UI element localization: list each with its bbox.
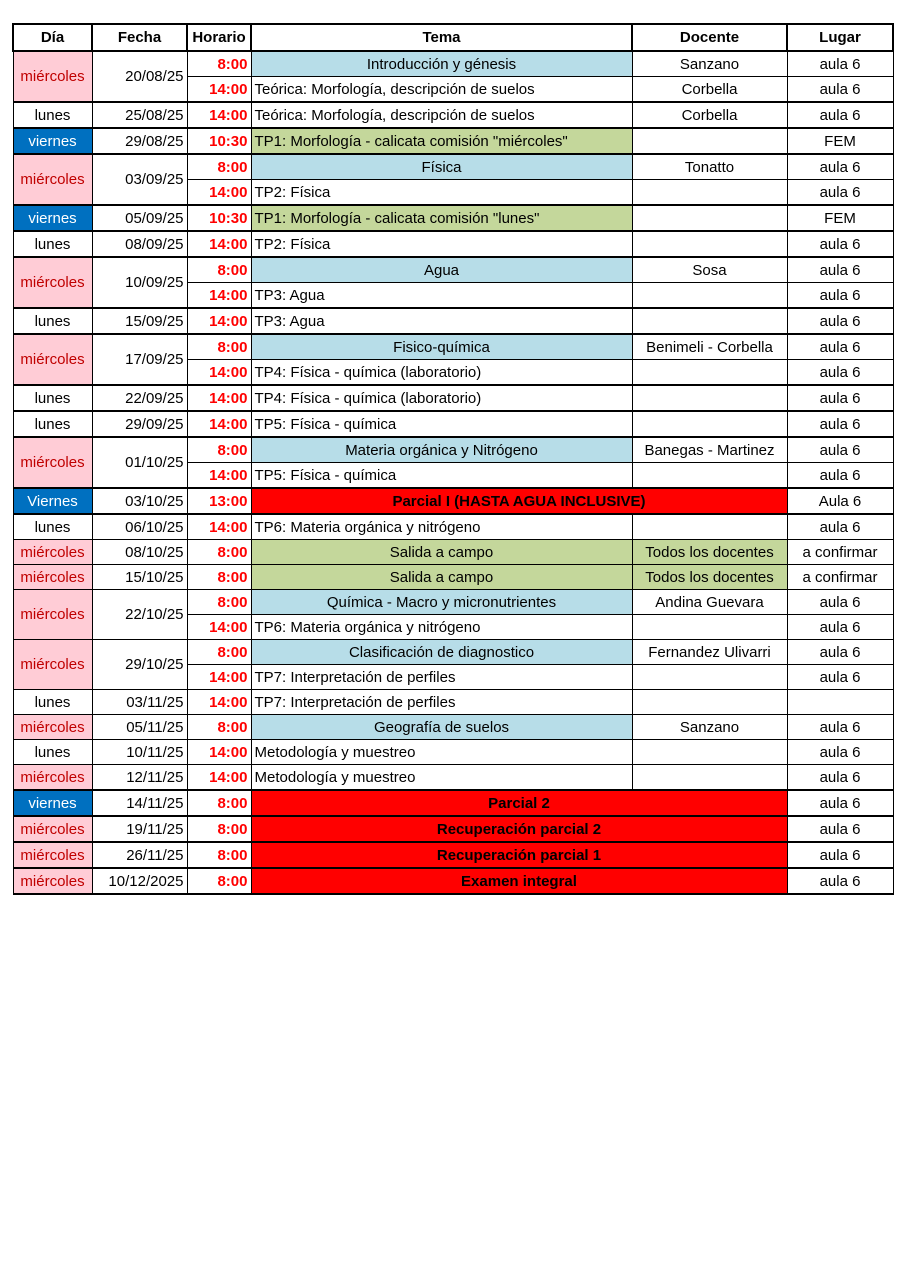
place-cell: aula 6: [787, 437, 893, 463]
topic-cell: Introducción y génesis: [251, 51, 632, 77]
place-cell: FEM: [787, 205, 893, 231]
date-cell: 12/11/25: [92, 765, 187, 791]
day-cell: lunes: [13, 514, 92, 540]
place-cell: aula 6: [787, 385, 893, 411]
time-cell: 10:30: [187, 128, 251, 154]
date-cell: 22/10/25: [92, 590, 187, 640]
table-row: [13, 868, 893, 894]
topic-cell: TP2: Física: [251, 180, 632, 206]
place-cell: aula 6: [787, 715, 893, 740]
place-cell: aula 6: [787, 308, 893, 334]
teacher-cell: [632, 128, 787, 154]
place-cell: aula 6: [787, 334, 893, 360]
topic-cell: Clasificación de diagnostico: [251, 640, 632, 665]
teacher-cell: Fernandez Ulivarri: [632, 640, 787, 665]
place-cell: aula 6: [787, 51, 893, 77]
date-cell: 25/08/25: [92, 102, 187, 128]
time-cell: 14:00: [187, 615, 251, 640]
place-cell: Aula 6: [787, 488, 893, 514]
day-cell: miércoles: [13, 868, 92, 894]
exam-cell: Examen integral: [251, 868, 787, 894]
date-cell: 03/09/25: [92, 154, 187, 205]
time-cell: 8:00: [187, 334, 251, 360]
time-cell: 14:00: [187, 360, 251, 386]
teacher-cell: [632, 514, 787, 540]
topic-cell: TP7: Interpretación de perfiles: [251, 690, 632, 715]
day-cell: miércoles: [13, 565, 92, 590]
topic-cell: TP5: Física - química: [251, 411, 632, 437]
topic-cell: Agua: [251, 257, 632, 283]
time-cell: 8:00: [187, 790, 251, 816]
time-cell: 14:00: [187, 308, 251, 334]
place-cell: aula 6: [787, 463, 893, 489]
teacher-cell: Todos los docentes: [632, 540, 787, 565]
table-row: [13, 102, 893, 128]
table-row: [13, 51, 893, 77]
header-docente: Docente: [632, 24, 787, 51]
date-cell: 14/11/25: [92, 790, 187, 816]
date-cell: 08/09/25: [92, 231, 187, 257]
topic-cell: TP4: Física - química (laboratorio): [251, 385, 632, 411]
time-cell: 14:00: [187, 102, 251, 128]
table-row: [13, 231, 893, 257]
table-row: [13, 740, 893, 765]
day-cell: lunes: [13, 385, 92, 411]
day-cell: viernes: [13, 790, 92, 816]
place-cell: aula 6: [787, 411, 893, 437]
time-cell: 10:30: [187, 205, 251, 231]
time-cell: 13:00: [187, 488, 251, 514]
day-cell: lunes: [13, 740, 92, 765]
topic-cell: Salida a campo: [251, 565, 632, 590]
date-cell: 29/08/25: [92, 128, 187, 154]
place-cell: aula 6: [787, 77, 893, 103]
time-cell: 14:00: [187, 690, 251, 715]
teacher-cell: [632, 690, 787, 715]
time-cell: 14:00: [187, 463, 251, 489]
topic-cell: TP1: Morfología - calicata comisión "lunes": [251, 205, 632, 231]
teacher-cell: [632, 765, 787, 791]
time-cell: 14:00: [187, 740, 251, 765]
day-cell: miércoles: [13, 765, 92, 791]
place-cell: aula 6: [787, 842, 893, 868]
day-cell: miércoles: [13, 437, 92, 488]
time-cell: 8:00: [187, 565, 251, 590]
time-cell: 14:00: [187, 411, 251, 437]
table-row: [13, 154, 893, 180]
place-cell: a confirmar: [787, 540, 893, 565]
time-cell: 14:00: [187, 283, 251, 309]
place-cell: aula 6: [787, 180, 893, 206]
topic-cell: Teórica: Morfología, descripción de suelos: [251, 102, 632, 128]
teacher-cell: [632, 283, 787, 309]
teacher-cell: Andina Guevara: [632, 590, 787, 615]
date-cell: 06/10/25: [92, 514, 187, 540]
place-cell: [787, 690, 893, 715]
teacher-cell: [632, 463, 787, 489]
day-cell: miércoles: [13, 334, 92, 385]
teacher-cell: [632, 180, 787, 206]
teacher-cell: Tonatto: [632, 154, 787, 180]
place-cell: aula 6: [787, 740, 893, 765]
date-cell: 10/09/25: [92, 257, 187, 308]
date-cell: 05/11/25: [92, 715, 187, 740]
date-cell: 22/09/25: [92, 385, 187, 411]
topic-cell: TP6: Materia orgánica y nitrógeno: [251, 615, 632, 640]
date-cell: 19/11/25: [92, 816, 187, 842]
table-row: [13, 411, 893, 437]
time-cell: 14:00: [187, 514, 251, 540]
topic-cell: TP5: Física - química: [251, 463, 632, 489]
teacher-cell: Sanzano: [632, 715, 787, 740]
teacher-cell: [632, 231, 787, 257]
place-cell: aula 6: [787, 790, 893, 816]
day-cell: viernes: [13, 128, 92, 154]
teacher-cell: Corbella: [632, 77, 787, 103]
time-cell: 8:00: [187, 868, 251, 894]
time-cell: 14:00: [187, 385, 251, 411]
day-cell: miércoles: [13, 715, 92, 740]
place-cell: aula 6: [787, 514, 893, 540]
date-cell: 08/10/25: [92, 540, 187, 565]
date-cell: 26/11/25: [92, 842, 187, 868]
time-cell: 14:00: [187, 231, 251, 257]
header-row: [13, 24, 893, 51]
topic-cell: TP3: Agua: [251, 308, 632, 334]
place-cell: aula 6: [787, 154, 893, 180]
date-cell: 15/09/25: [92, 308, 187, 334]
table-row: [13, 715, 893, 740]
day-cell: lunes: [13, 102, 92, 128]
topic-cell: Fisico-química: [251, 334, 632, 360]
header-horario: Horario: [187, 24, 251, 51]
place-cell: FEM: [787, 128, 893, 154]
teacher-cell: Todos los docentes: [632, 565, 787, 590]
header-tema: Tema: [251, 24, 632, 51]
date-cell: 15/10/25: [92, 565, 187, 590]
topic-cell: Teórica: Morfología, descripción de suelos: [251, 77, 632, 103]
day-cell: miércoles: [13, 590, 92, 640]
topic-cell: TP6: Materia orgánica y nitrógeno: [251, 514, 632, 540]
day-cell: miércoles: [13, 257, 92, 308]
place-cell: aula 6: [787, 283, 893, 309]
time-cell: 8:00: [187, 640, 251, 665]
table-row: [13, 842, 893, 868]
table-row: [13, 334, 893, 360]
place-cell: aula 6: [787, 765, 893, 791]
time-cell: 14:00: [187, 765, 251, 791]
teacher-cell: [632, 308, 787, 334]
table-row: [13, 385, 893, 411]
date-cell: 20/08/25: [92, 51, 187, 102]
teacher-cell: [632, 740, 787, 765]
table-row: [13, 488, 893, 514]
day-cell: miércoles: [13, 640, 92, 690]
exam-cell: Parcial I (HASTA AGUA INCLUSIVE): [251, 488, 787, 514]
day-cell: miércoles: [13, 540, 92, 565]
teacher-cell: Sanzano: [632, 51, 787, 77]
place-cell: a confirmar: [787, 565, 893, 590]
date-cell: 29/10/25: [92, 640, 187, 690]
time-cell: 8:00: [187, 715, 251, 740]
place-cell: aula 6: [787, 102, 893, 128]
topic-cell: Geografía de suelos: [251, 715, 632, 740]
date-cell: 17/09/25: [92, 334, 187, 385]
place-cell: aula 6: [787, 816, 893, 842]
teacher-cell: [632, 385, 787, 411]
topic-cell: Materia orgánica y Nitrógeno: [251, 437, 632, 463]
teacher-cell: Banegas - Martinez: [632, 437, 787, 463]
time-cell: 8:00: [187, 437, 251, 463]
place-cell: aula 6: [787, 257, 893, 283]
topic-cell: Salida a campo: [251, 540, 632, 565]
teacher-cell: [632, 665, 787, 690]
time-cell: 8:00: [187, 540, 251, 565]
day-cell: miércoles: [13, 51, 92, 102]
time-cell: 8:00: [187, 590, 251, 615]
date-cell: 01/10/25: [92, 437, 187, 488]
table-row: [13, 765, 893, 791]
place-cell: aula 6: [787, 360, 893, 386]
date-cell: 03/10/25: [92, 488, 187, 514]
topic-cell: TP7: Interpretación de perfiles: [251, 665, 632, 690]
teacher-cell: [632, 411, 787, 437]
day-cell: Viernes: [13, 488, 92, 514]
header-lugar: Lugar: [787, 24, 893, 51]
table-row: [13, 437, 893, 463]
table-row: [13, 690, 893, 715]
day-cell: miércoles: [13, 154, 92, 205]
table-row: [13, 308, 893, 334]
exam-cell: Parcial 2: [251, 790, 787, 816]
schedule-table: [12, 23, 894, 895]
teacher-cell: [632, 360, 787, 386]
table-row: [13, 257, 893, 283]
place-cell: aula 6: [787, 231, 893, 257]
place-cell: aula 6: [787, 640, 893, 665]
topic-cell: Química - Macro y micronutrientes: [251, 590, 632, 615]
table-row: [13, 816, 893, 842]
table-row: [13, 790, 893, 816]
place-cell: aula 6: [787, 665, 893, 690]
time-cell: 14:00: [187, 180, 251, 206]
time-cell: 14:00: [187, 77, 251, 103]
topic-cell: TP3: Agua: [251, 283, 632, 309]
date-cell: 10/11/25: [92, 740, 187, 765]
table-row: [13, 205, 893, 231]
day-cell: miércoles: [13, 842, 92, 868]
topic-cell: Metodología y muestreo: [251, 740, 632, 765]
place-cell: aula 6: [787, 615, 893, 640]
exam-cell: Recuperación parcial 1: [251, 842, 787, 868]
time-cell: 8:00: [187, 154, 251, 180]
time-cell: 8:00: [187, 842, 251, 868]
day-cell: miércoles: [13, 816, 92, 842]
day-cell: lunes: [13, 231, 92, 257]
place-cell: aula 6: [787, 868, 893, 894]
table-row: [13, 590, 893, 615]
topic-cell: TP2: Física: [251, 231, 632, 257]
date-cell: 05/09/25: [92, 205, 187, 231]
header-fecha: Fecha: [92, 24, 187, 51]
topic-cell: Metodología y muestreo: [251, 765, 632, 791]
topic-cell: Física: [251, 154, 632, 180]
topic-cell: TP4: Física - química (laboratorio): [251, 360, 632, 386]
teacher-cell: [632, 615, 787, 640]
day-cell: lunes: [13, 308, 92, 334]
time-cell: 8:00: [187, 51, 251, 77]
teacher-cell: Benimeli - Corbella: [632, 334, 787, 360]
topic-cell: TP1: Morfología - calicata comisión "miércoles": [251, 128, 632, 154]
date-cell: 10/12/2025: [92, 868, 187, 894]
table-row: [13, 128, 893, 154]
teacher-cell: Corbella: [632, 102, 787, 128]
teacher-cell: [632, 205, 787, 231]
place-cell: aula 6: [787, 590, 893, 615]
header-dia: Día: [13, 24, 92, 51]
teacher-cell: Sosa: [632, 257, 787, 283]
exam-cell: Recuperación parcial 2: [251, 816, 787, 842]
time-cell: 8:00: [187, 816, 251, 842]
table-row: [13, 565, 893, 590]
table-row: [13, 540, 893, 565]
time-cell: 14:00: [187, 665, 251, 690]
time-cell: 8:00: [187, 257, 251, 283]
day-cell: lunes: [13, 411, 92, 437]
date-cell: 03/11/25: [92, 690, 187, 715]
date-cell: 29/09/25: [92, 411, 187, 437]
table-row: [13, 514, 893, 540]
day-cell: lunes: [13, 690, 92, 715]
table-row: [13, 640, 893, 665]
day-cell: viernes: [13, 205, 92, 231]
